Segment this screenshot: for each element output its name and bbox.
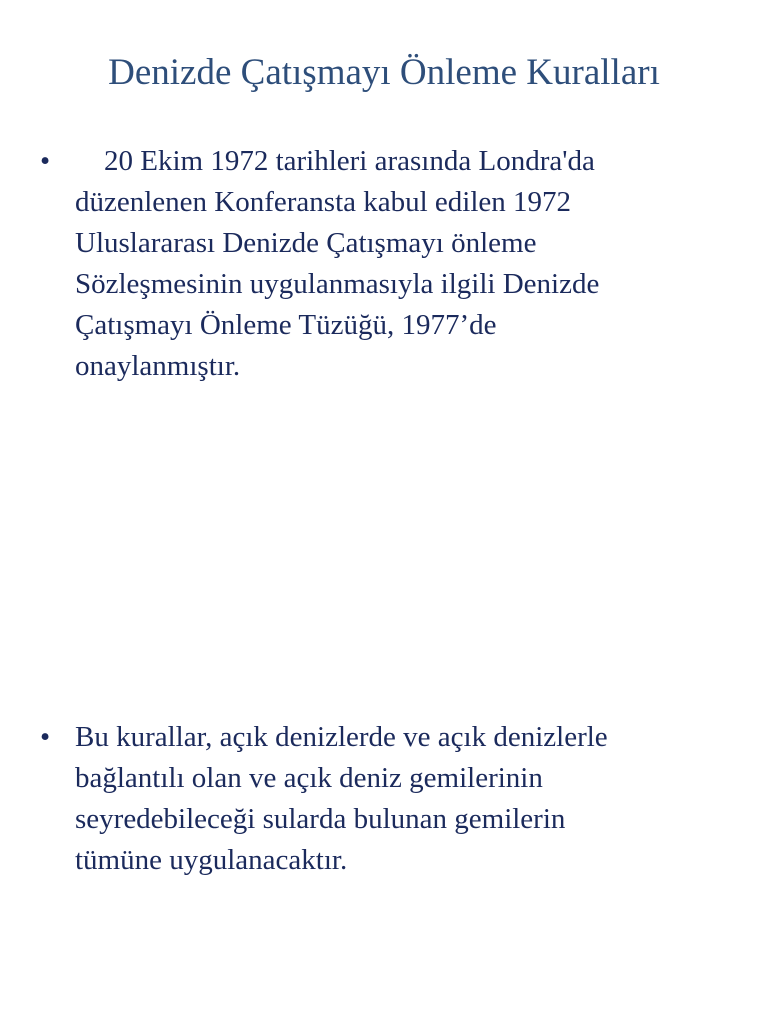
bullet-item-1 [40, 141, 740, 387]
bullet-text-1 [75, 141, 740, 387]
text-line: onaylanmıştır. [75, 350, 241, 382]
text-line: bağlantılı olan ve açık deniz gemilerinin [75, 762, 543, 794]
text-line: 20 Ekim 1972 tarihleri arasında Londra'da [75, 145, 595, 177]
bullet-icon: • [40, 145, 51, 177]
text-line: Bu kurallar, açık denizlerde ve açık denizlerle [75, 721, 608, 753]
bullet-icon: • [40, 721, 51, 753]
bullet-item-2 [40, 717, 740, 881]
text-line: tümüne uygulanacaktır. [75, 844, 348, 876]
bullet-text-2 [75, 717, 740, 881]
text-line: düzenlenen Konferansta kabul edilen 1972 [75, 186, 572, 218]
text-line: Sözleşmesinin uygulanmasıyla ilgili Denizde [75, 268, 600, 300]
text-line: Uluslararası Denizde Çatışmayı önleme [75, 227, 537, 259]
text-line: Çatışmayı Önleme Tüzüğü, 1977’de [75, 309, 497, 341]
text-line: seyredebileceği sularda bulunan gemilerin [75, 803, 566, 835]
page-title: Denizde Çatışmayı Önleme Kuralları [108, 52, 660, 93]
